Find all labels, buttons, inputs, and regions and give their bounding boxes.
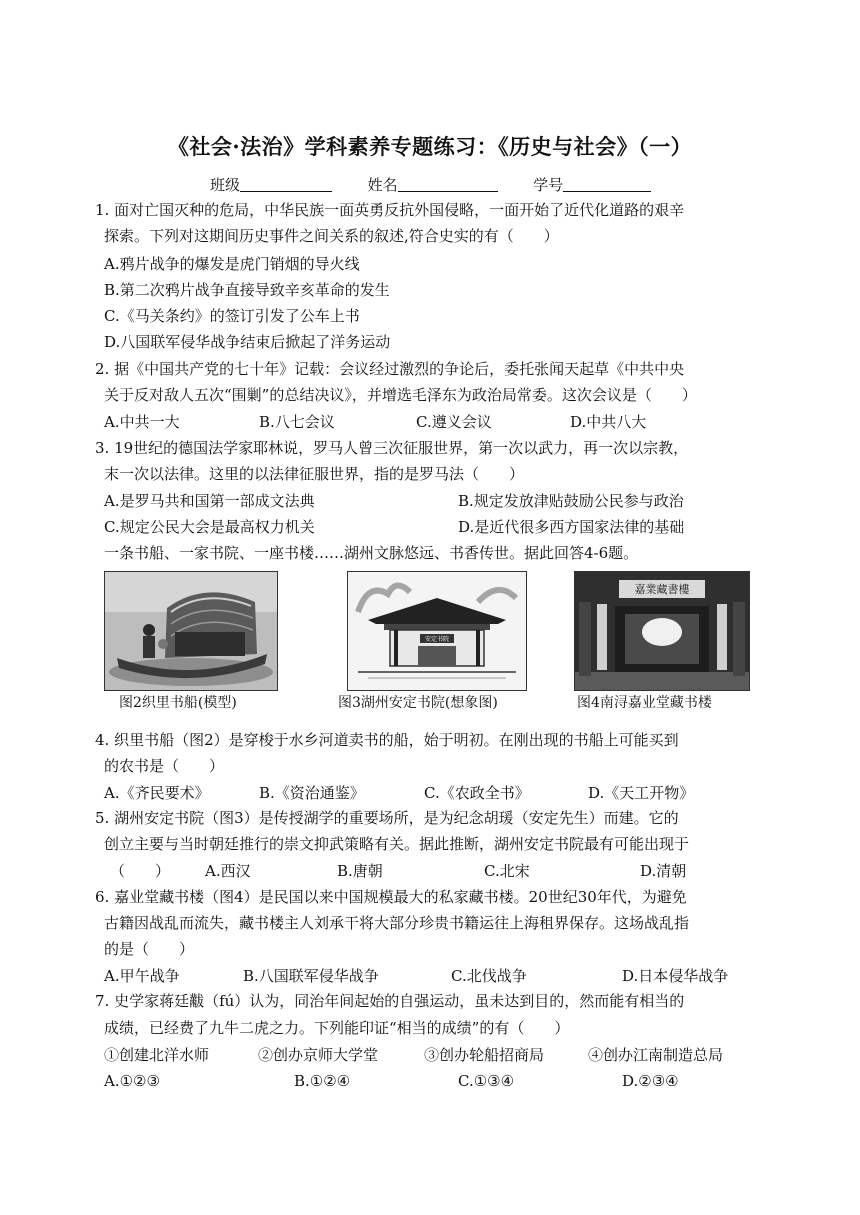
statement-2: ②创办京师大学堂 — [258, 1046, 379, 1064]
option-b[interactable]: B.唐朝 — [337, 862, 383, 880]
question-text: 关于反对敌人五次“围剿”的总结决议》，并增选毛泽东为政治局常委。这次会议是（ ） — [104, 386, 697, 404]
option-b[interactable]: B.规定发放津贴鼓励公民参与政治 — [458, 492, 684, 510]
question-text: 的农书是（ ） — [104, 757, 225, 775]
option-a[interactable]: A.①②③ — [104, 1072, 160, 1090]
option-b[interactable]: B.①②④ — [294, 1072, 351, 1090]
class-label: 班级 — [210, 176, 241, 194]
option-d[interactable]: D.是近代很多西方国家法律的基础 — [458, 518, 685, 536]
question-text: （ ） — [110, 862, 171, 880]
option-a[interactable]: A.西汉 — [205, 862, 251, 880]
option-a[interactable]: A.鸦片战争的爆发是虎门销烟的导火线 — [104, 255, 360, 273]
library-illustration — [575, 572, 749, 690]
figure-4-library — [574, 571, 750, 691]
option-d[interactable]: D.②③④ — [622, 1072, 679, 1090]
book-boat-illustration — [105, 572, 277, 690]
question-text: 5. 湖州安定书院（图3）是传授湖学的重要场所，是为纪念胡瑗（安定先生）而建。它的 — [95, 809, 679, 827]
question-text: 2. 据《中国共产党的七十年》记载：会议经过激烈的争论后，委托张闻天起草《中共中央 — [95, 360, 685, 378]
option-c[interactable]: C.北宋 — [484, 862, 530, 880]
option-a[interactable]: A.甲午战争 — [104, 967, 180, 985]
question-text: 4. 织里书船（图2）是穿梭于水乡河道卖书的船，始于明初。在刚出现的书船上可能买到 — [95, 731, 679, 749]
academy-illustration — [348, 572, 526, 690]
figure-2-book-boat — [104, 571, 278, 691]
option-c[interactable]: C.北伐战争 — [451, 967, 527, 985]
figure-2-caption: 图2织里书船(模型) — [119, 695, 237, 711]
page-title: 《社会·法治》学科素养专题练习：《历史与社会》（一） — [167, 134, 693, 159]
question-text: 的是（ ） — [104, 940, 195, 958]
option-b[interactable]: B.《资治通鉴》 — [259, 784, 365, 802]
figure-3-caption: 图3湖州安定书院(想象图) — [338, 695, 498, 711]
option-c[interactable]: C.遵义会议 — [416, 413, 492, 431]
option-a[interactable]: A.是罗马共和国第一部成文法典 — [104, 492, 315, 510]
question-text: 3. 19世纪的德国法学家耶林说，罗马人曾三次征服世界，第一次以武力，再一次以宗教， — [95, 439, 689, 457]
option-d[interactable]: D.中共八大 — [570, 413, 647, 431]
id-label: 学号 — [533, 176, 564, 194]
statement-3: ③创办轮船招商局 — [424, 1046, 545, 1064]
figure-3-academy — [347, 571, 527, 691]
question-text: 1. 面对亡国灭种的危局，中华民族一面英勇反抗外国侵略，一面开始了近代化道路的艰辛 — [95, 201, 685, 219]
question-text: 古籍因战乱而流失，藏书楼主人刘承干将大部分珍贵书籍运往上海租界保存。这场战乱指 — [104, 914, 690, 932]
question-text: 成绩，已经费了九牛二虎之力。下列能印证“相当的成绩”的有（ ） — [104, 1019, 570, 1037]
figure-4-caption: 图4南浔嘉业堂藏书楼 — [577, 695, 712, 711]
academy-sign: 安定书院 — [424, 636, 450, 643]
option-d[interactable]: D.八国联军侵华战争结束后掀起了洋务运动 — [104, 333, 391, 351]
statement-4: ④创办江南制造总局 — [588, 1046, 724, 1064]
name-blank[interactable] — [398, 176, 498, 192]
question-text: 6. 嘉业堂藏书楼（图4）是民国以来中国规模最大的私家藏书楼。20世纪30年代，为避免 — [95, 888, 687, 906]
reading-intro: 一条书船、一家书院、一座书楼……湖州文脉悠远、书香传世。据此回答4-6题。 — [104, 544, 639, 562]
id-blank[interactable] — [563, 176, 651, 192]
name-label: 姓名 — [367, 176, 398, 194]
library-sign: 嘉業藏書樓 — [634, 583, 690, 596]
option-b[interactable]: B.八国联军侵华战争 — [243, 967, 379, 985]
option-b[interactable]: B.第二次鸦片战争直接导致辛亥革命的发生 — [104, 281, 390, 299]
option-d[interactable]: D.日本侵华战争 — [622, 967, 729, 985]
option-c[interactable]: C.①③④ — [458, 1072, 515, 1090]
option-d[interactable]: D.清朝 — [640, 862, 687, 880]
option-d[interactable]: D.《天工开物》 — [588, 784, 695, 802]
option-c[interactable]: C.《马关条约》的签订引发了公车上书 — [104, 307, 360, 325]
option-a[interactable]: A.中共一大 — [104, 413, 180, 431]
question-text: 创立主要与当时朝廷推行的崇文抑武策略有关。据此推断，湖州安定书院最有可能出现于 — [104, 835, 690, 853]
statement-1: ①创建北洋水师 — [104, 1046, 210, 1064]
option-a[interactable]: A.《齐民要术》 — [104, 784, 210, 802]
student-info-line — [210, 174, 651, 195]
option-c[interactable]: C.规定公民大会是最高权力机关 — [104, 518, 315, 536]
option-b[interactable]: B.八七会议 — [259, 413, 335, 431]
question-text: 7. 史学家蒋廷黻（fú）认为，同治年间起始的自强运动，虽未达到目的，然而能有相当的 — [95, 992, 685, 1010]
class-blank[interactable] — [240, 176, 332, 192]
option-c[interactable]: C.《农政全书》 — [424, 784, 530, 802]
question-text: 末一次以法律。这里的以法律征服世界，指的是罗马法（ ） — [104, 465, 525, 483]
question-text: 探索。下列对这期间历史事件之间关系的叙述,符合史实的有（ ） — [104, 227, 559, 245]
